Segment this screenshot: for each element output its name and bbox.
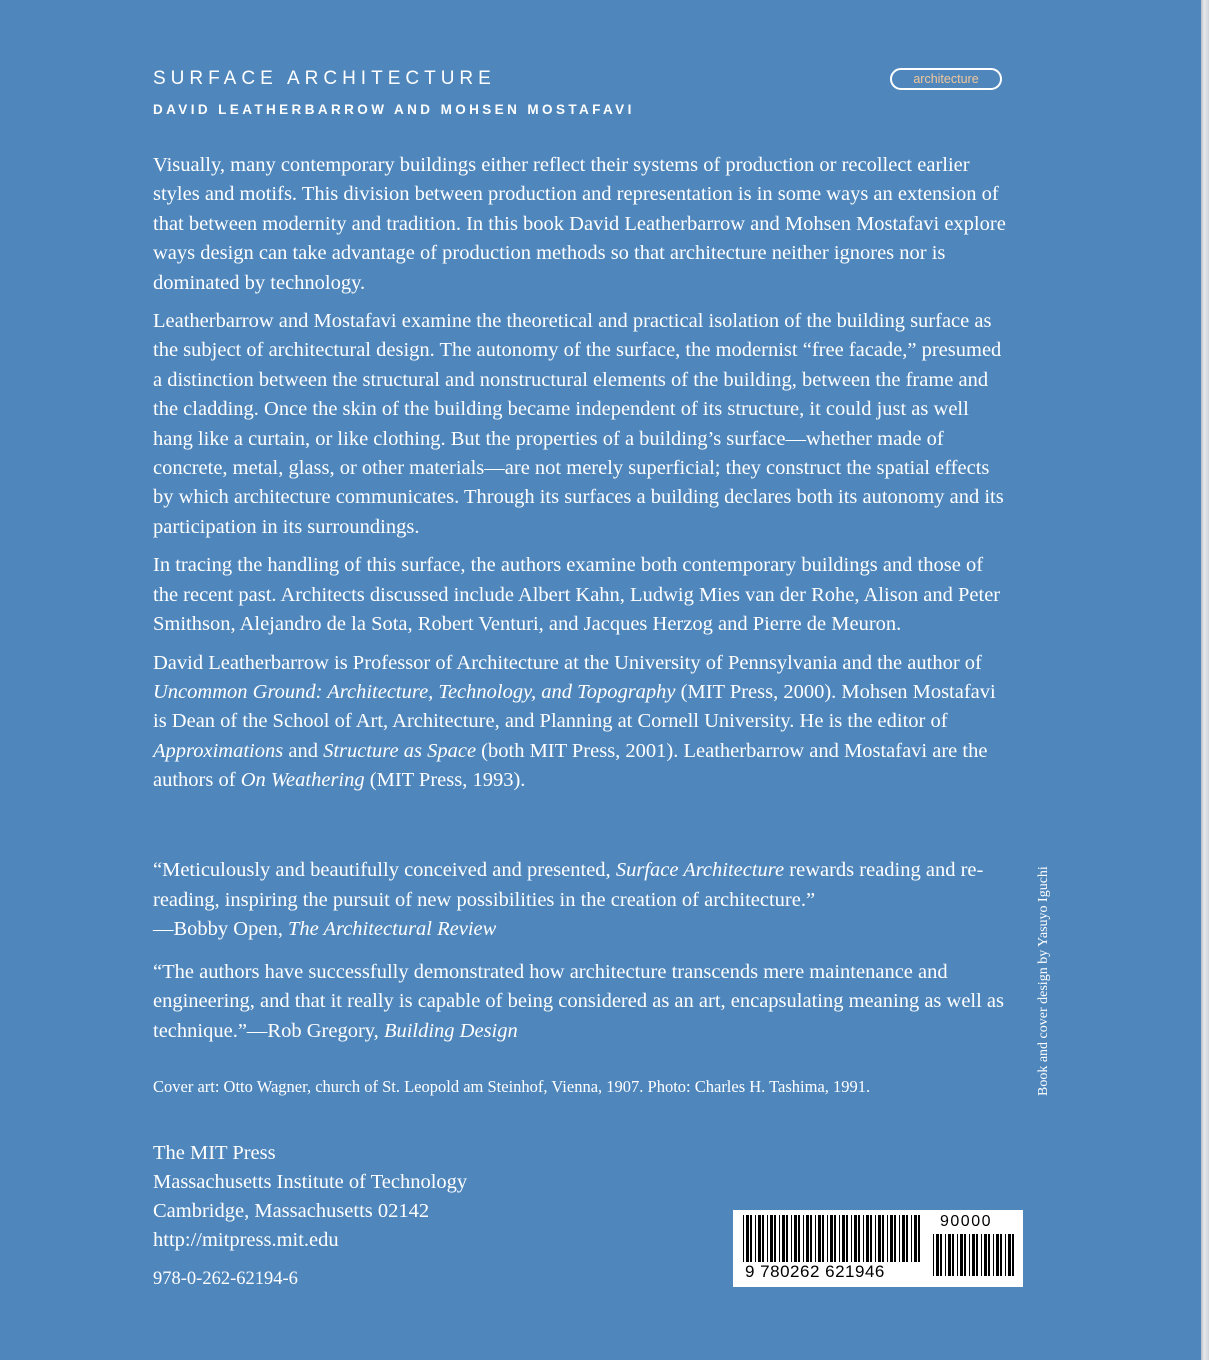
barcode-bar [791, 1215, 792, 1262]
quote-source: Building Design [383, 1019, 518, 1042]
barcode-bar [960, 1234, 963, 1276]
category-badge: architecture [890, 68, 1002, 90]
publisher-address [153, 1139, 467, 1255]
barcode-bar [842, 1215, 845, 1262]
barcode-bar [822, 1215, 824, 1262]
page-edge [1201, 0, 1209, 1360]
barcode-bar [839, 1215, 840, 1262]
barcode-bar [846, 1215, 848, 1262]
book-title: SURFACE ARCHITECTURE [153, 68, 496, 89]
barcode-bar [1008, 1234, 1011, 1276]
barcode-bar [890, 1215, 893, 1262]
barcode-bar [988, 1234, 990, 1276]
quote-text: “Meticulously and beautifully conceived and presented, [153, 859, 616, 881]
barcode-bar [750, 1215, 752, 1262]
description-paragraph: Visually, many contemporary buildings either reflect their systems of production or recollect earlier styles and motifs. This division between production and representation is in some ways an extension of that between modernity and tradition. In this book David Leatherbarrow and Mohsen Mostafavi explore ways design can take advantage of production methods so that architecture neither ignores nor is dominated by technology. [153, 154, 1006, 294]
barcode-bar [882, 1215, 884, 1262]
barcode-bar [952, 1234, 954, 1276]
quoted-title: Surface Architecture [615, 859, 785, 881]
book-reference: Structure as Space [323, 739, 477, 762]
barcode-bar [984, 1234, 987, 1276]
barcode-bar [810, 1215, 812, 1262]
design-credit: Book and cover design by Yasuyo Iguchi [1036, 866, 1051, 1096]
barcode-bar [854, 1215, 857, 1262]
publisher-url[interactable]: http://mitpress.mit.edu [153, 1229, 339, 1251]
review-quotes [153, 856, 1011, 1060]
barcode-bar [981, 1234, 982, 1276]
barcode-bar [911, 1215, 912, 1262]
barcode-bar [743, 1215, 744, 1262]
author-bio [153, 649, 1011, 796]
barcode-bar [746, 1215, 749, 1262]
quote-attribution: —Bobby Open, [153, 918, 288, 941]
barcode-bar [940, 1234, 942, 1276]
barcode-bar [945, 1234, 946, 1276]
book-authors: DAVID LEATHERBARROW AND MOHSEN MOSTAFAVI [153, 102, 635, 117]
barcode-bar [851, 1215, 852, 1262]
barcode-bar [870, 1215, 872, 1262]
ean-barcode-bars [743, 1215, 928, 1262]
barcode-bar [794, 1215, 797, 1262]
barcode-bar [894, 1215, 896, 1262]
isbn-barcode [733, 1210, 1023, 1287]
bio-text: and [283, 739, 324, 762]
ean-digits: 9 780262 621946 [745, 1262, 885, 1281]
barcode-bar [875, 1215, 876, 1262]
barcode-bar [972, 1234, 975, 1276]
book-reference: Uncommon Ground: Architecture, Technology, and Topography [153, 680, 676, 703]
barcode-bar [914, 1215, 917, 1262]
barcode-bar [774, 1215, 776, 1262]
barcode-bar [878, 1215, 881, 1262]
barcode-bar [779, 1215, 780, 1262]
barcode-bar [918, 1215, 920, 1262]
barcode-bar [758, 1215, 761, 1262]
barcode-bar [834, 1215, 836, 1262]
barcode-bar [866, 1215, 869, 1262]
bio-text: (MIT Press, 1993). [364, 769, 526, 792]
barcode-bar [806, 1215, 809, 1262]
barcode-bar [933, 1234, 934, 1276]
addon-digits: 90000 [940, 1213, 992, 1230]
barcode-bar [770, 1215, 773, 1262]
publisher-name: The MIT Press [153, 1142, 276, 1164]
barcode-bar [827, 1215, 828, 1262]
review-quote [153, 856, 1011, 945]
bio-text: (MIT Press, 2000). Mohsen Mostafavi is Dean of the School of Art, Architecture, and Planning at Cornell University. He is the editor of [153, 680, 996, 733]
barcode-bar [786, 1215, 788, 1262]
barcode-bar [887, 1215, 888, 1262]
description-paragraph: Leatherbarrow and Mostafavi examine the theoretical and practical isolation of the building surface as the subject of architectural design. The autonomy of the surface, the modernist “free facade,” presumed a distinction between the structural and nonstructural elements of the building, between the frame and the cladding. Once the skin of the building became independent of its structure, it could just as well hang like a curtain, or like clothing. But the properties of a building’s surface—whether made of concrete, metal, glass, or other materials—are not merely superficial; they construct the spatial effects by which architecture communicates. Through its surfaces a building declares both its autonomy and its participation in its surroundings. [153, 310, 1004, 538]
barcode-bar [902, 1215, 905, 1262]
barcode-bar [818, 1215, 821, 1262]
barcode-bar [976, 1234, 978, 1276]
barcode-bar [863, 1215, 864, 1262]
bio-text: David Leatherbarrow is Professor of Architecture at the University of Pennsylvania and the author of [153, 651, 982, 674]
book-description [153, 151, 1011, 805]
isbn-number: 978-0-262-62194-6 [153, 1269, 298, 1289]
barcode-bar [899, 1215, 900, 1262]
quote-source: The Architectural Review [287, 918, 497, 941]
barcode-bar [782, 1215, 785, 1262]
barcode-bar [1000, 1234, 1002, 1276]
barcode-bar [755, 1215, 756, 1262]
book-reference: On Weathering [240, 769, 365, 792]
barcode-bar [948, 1234, 951, 1276]
barcode-bar [957, 1234, 958, 1276]
cover-credit: Cover art: Otto Wagner, church of St. Leopold am Steinhof, Vienna, 1907. Photo: Charles H. Tashima, 1991. [153, 1077, 871, 1096]
barcode-bar [996, 1234, 999, 1276]
publisher-city: Cambridge, Massachusetts 02142 [153, 1200, 430, 1222]
barcode-bar [964, 1234, 966, 1276]
bio-text: (both MIT Press, 2001). Leatherbarrow and Mostafavi are the authors of [153, 739, 988, 792]
barcode-bar [969, 1234, 970, 1276]
barcode-bar [936, 1234, 939, 1276]
barcode-bar [762, 1215, 764, 1262]
barcode-bar [830, 1215, 833, 1262]
barcode-bar [767, 1215, 768, 1262]
description-paragraph: In tracing the handling of this surface, the authors examine both contemporary buildings and those of the recent past. Architects discussed include Albert Kahn, Ludwig Mies van der Rohe, Alison and Peter Smithson, Alejandro de la Sota, Robert Venturi, and Jacques Herzog and Pierre de Meuron. [153, 554, 1001, 636]
barcode-bar [1005, 1234, 1006, 1276]
barcode-bar [803, 1215, 804, 1262]
barcode-bar [993, 1234, 994, 1276]
quote-text: “The authors have successfully demonstrated how architecture transcends mere maintenance and engineering, and that it really is capable of being considered as an art, encapsulating meaning as well as technique.”—Rob Gregory, [153, 960, 1005, 1042]
barcode-bar [815, 1215, 816, 1262]
addon-barcode-bars [933, 1234, 1018, 1276]
quote-text: rewards reading and re-reading, inspiring the pursuit of new possibilities in the creation of architecture.” [153, 859, 984, 911]
publisher-institution: Massachusetts Institute of Technology [153, 1171, 468, 1193]
book-reference: Approximations [153, 739, 284, 762]
barcode-bar [906, 1215, 908, 1262]
barcode-bar [858, 1215, 860, 1262]
barcode-bar [1012, 1234, 1014, 1276]
review-quote [153, 958, 1011, 1047]
barcode-bar [798, 1215, 800, 1262]
